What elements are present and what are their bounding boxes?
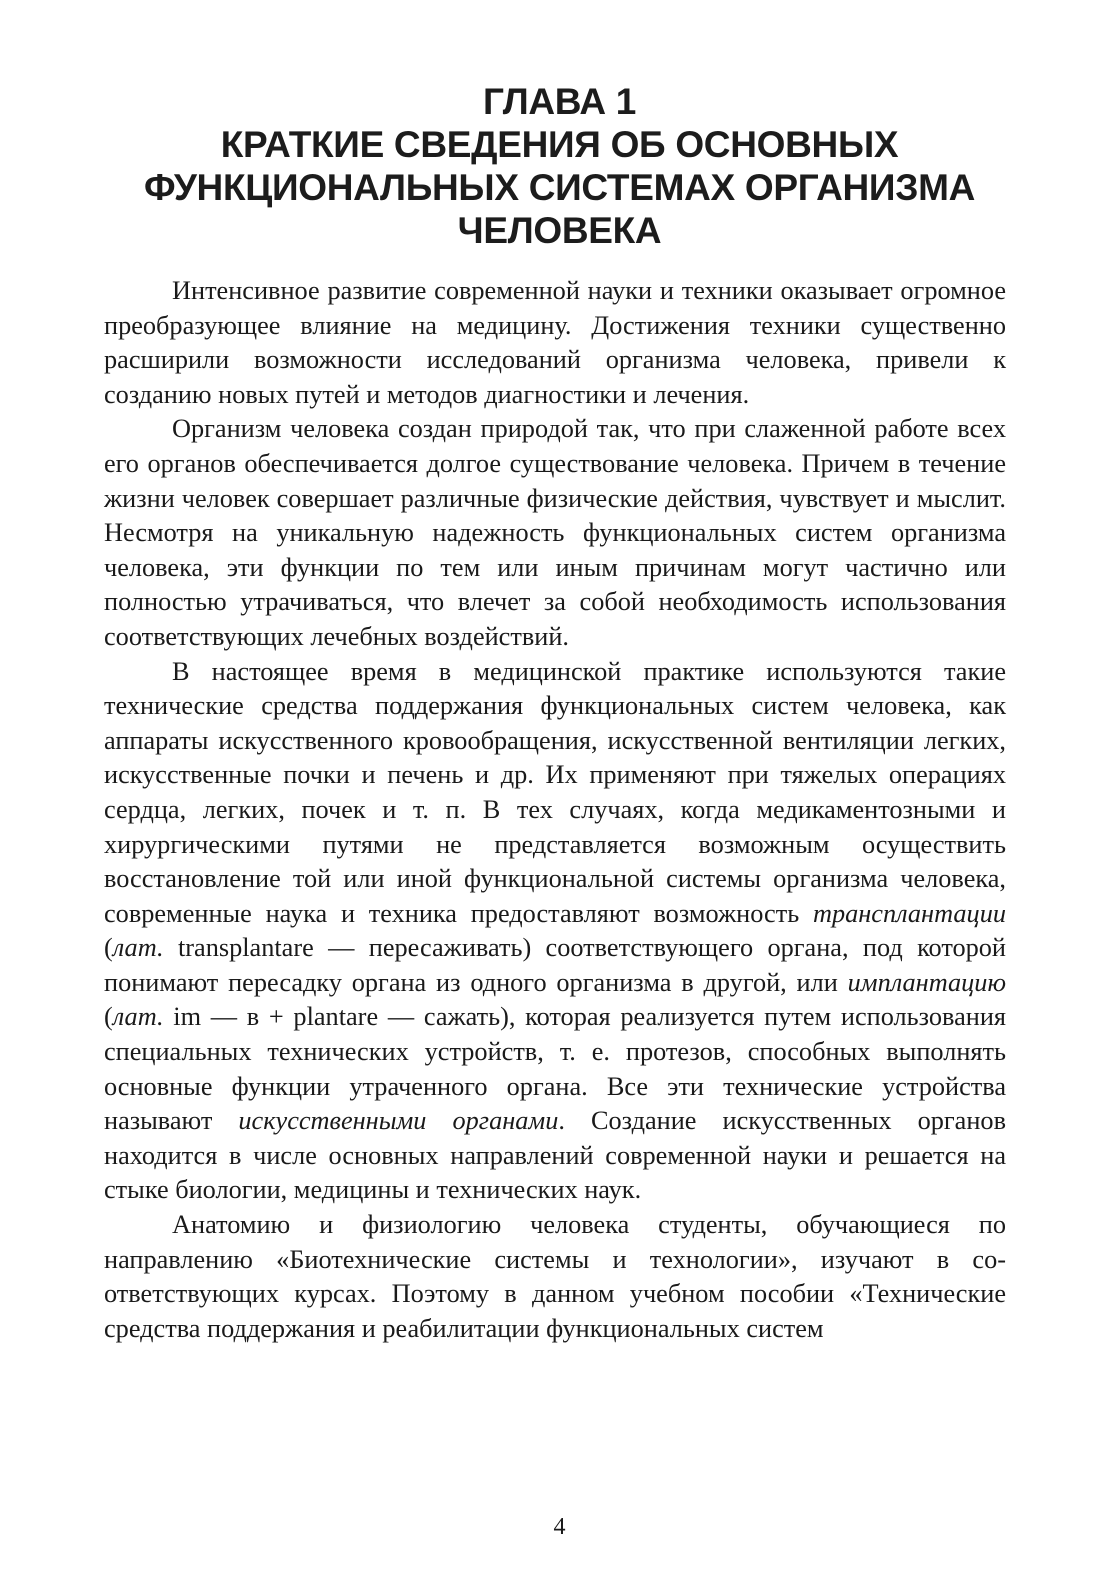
paragraph: Интенсивное развитие современной науки и техники оказывает огромное преобразующее влияние на медицину. Достижения техники существенно расширили возможности исследований организма человека, привели к созданию новых путей и методов диагностики и лечения. (104, 276, 1006, 409)
paragraph: Анатомию и физиологию человека студенты, обучающиеся по направлению «Биотехнические системы и технологии», изучают в соответствующих курсах. Поэтому в данном учебном пособии «Технические средства поддержания и реабилитации функциональных систем (104, 1210, 1006, 1343)
paragraph (104, 655, 1006, 1209)
text-run: В настоящее время в медицинской практике используются такие технические средства поддержания функциональных систем человека, как аппараты искусственного кровообращения, искусственной вентиляции легких, искусственные почки и печень и др. Их применяют при тяжелых операциях сердца, легких, почек и т. п. В тех случаях, когда медикаментозными и хирургическими путями не представляется возможным осуществить восстановление той или иной функциональной системы организма человека, современные наука и техника предоставляют возможность (104, 656, 1006, 928)
text-run: transplantare — пересаживать) соответствующего органа, под которой понимают пересадку органа из одного организма в другой, или (104, 933, 1006, 997)
italic-term: имплантацию (847, 967, 1006, 997)
body-text (104, 274, 1006, 1346)
chapter-number: ГЛАВА 1 (482, 81, 637, 122)
italic-term: искусственными органами (238, 1106, 559, 1136)
text-run: im — в + plantare — сажать), которая реализуется путем использования специальных технических устройств, т. е. протезов, способных выполнять основные функции утраченного органа. Все эти технические устройства называют (104, 1002, 1006, 1136)
chapter-heading (100, 80, 1019, 252)
chapter-title-line: КРАТКИЕ СВЕДЕНИЯ ОБ ОСНОВНЫХ (220, 124, 899, 165)
text-run: ( (104, 1002, 113, 1032)
chapter-title-line: ФУНКЦИОНАЛЬНЫХ СИСТЕМАХ ОРГАНИЗМА (143, 167, 976, 208)
italic-abbreviation: лат. (112, 1002, 164, 1032)
chapter-title-line: ЧЕЛОВЕКА (457, 210, 662, 251)
text-run: ( (104, 933, 113, 963)
page-number: 4 (553, 1514, 566, 1540)
text-run: . Создание искусственных органов находится в числе основных направлений современной науки и решается на стыке биологии, медицины и технических наук. (104, 1106, 1006, 1205)
italic-abbreviation: лат. (112, 933, 164, 963)
paragraph: Организм человека создан природой так, что при слаженной работе всех его органов обеспечивается долгое существование человека. Причем в течение жизни человек совершает различные физические действия, чувствует и мыслит. Несмотря на уникальную надежность функциональных систем организма человека, эти функции по тем или иным причинам могут частично или полностью утрачиваться, что влечет за собой необходимость использования соответствующих лечебных воздействий. (104, 414, 1006, 651)
italic-term: трансплантации (812, 898, 1006, 928)
